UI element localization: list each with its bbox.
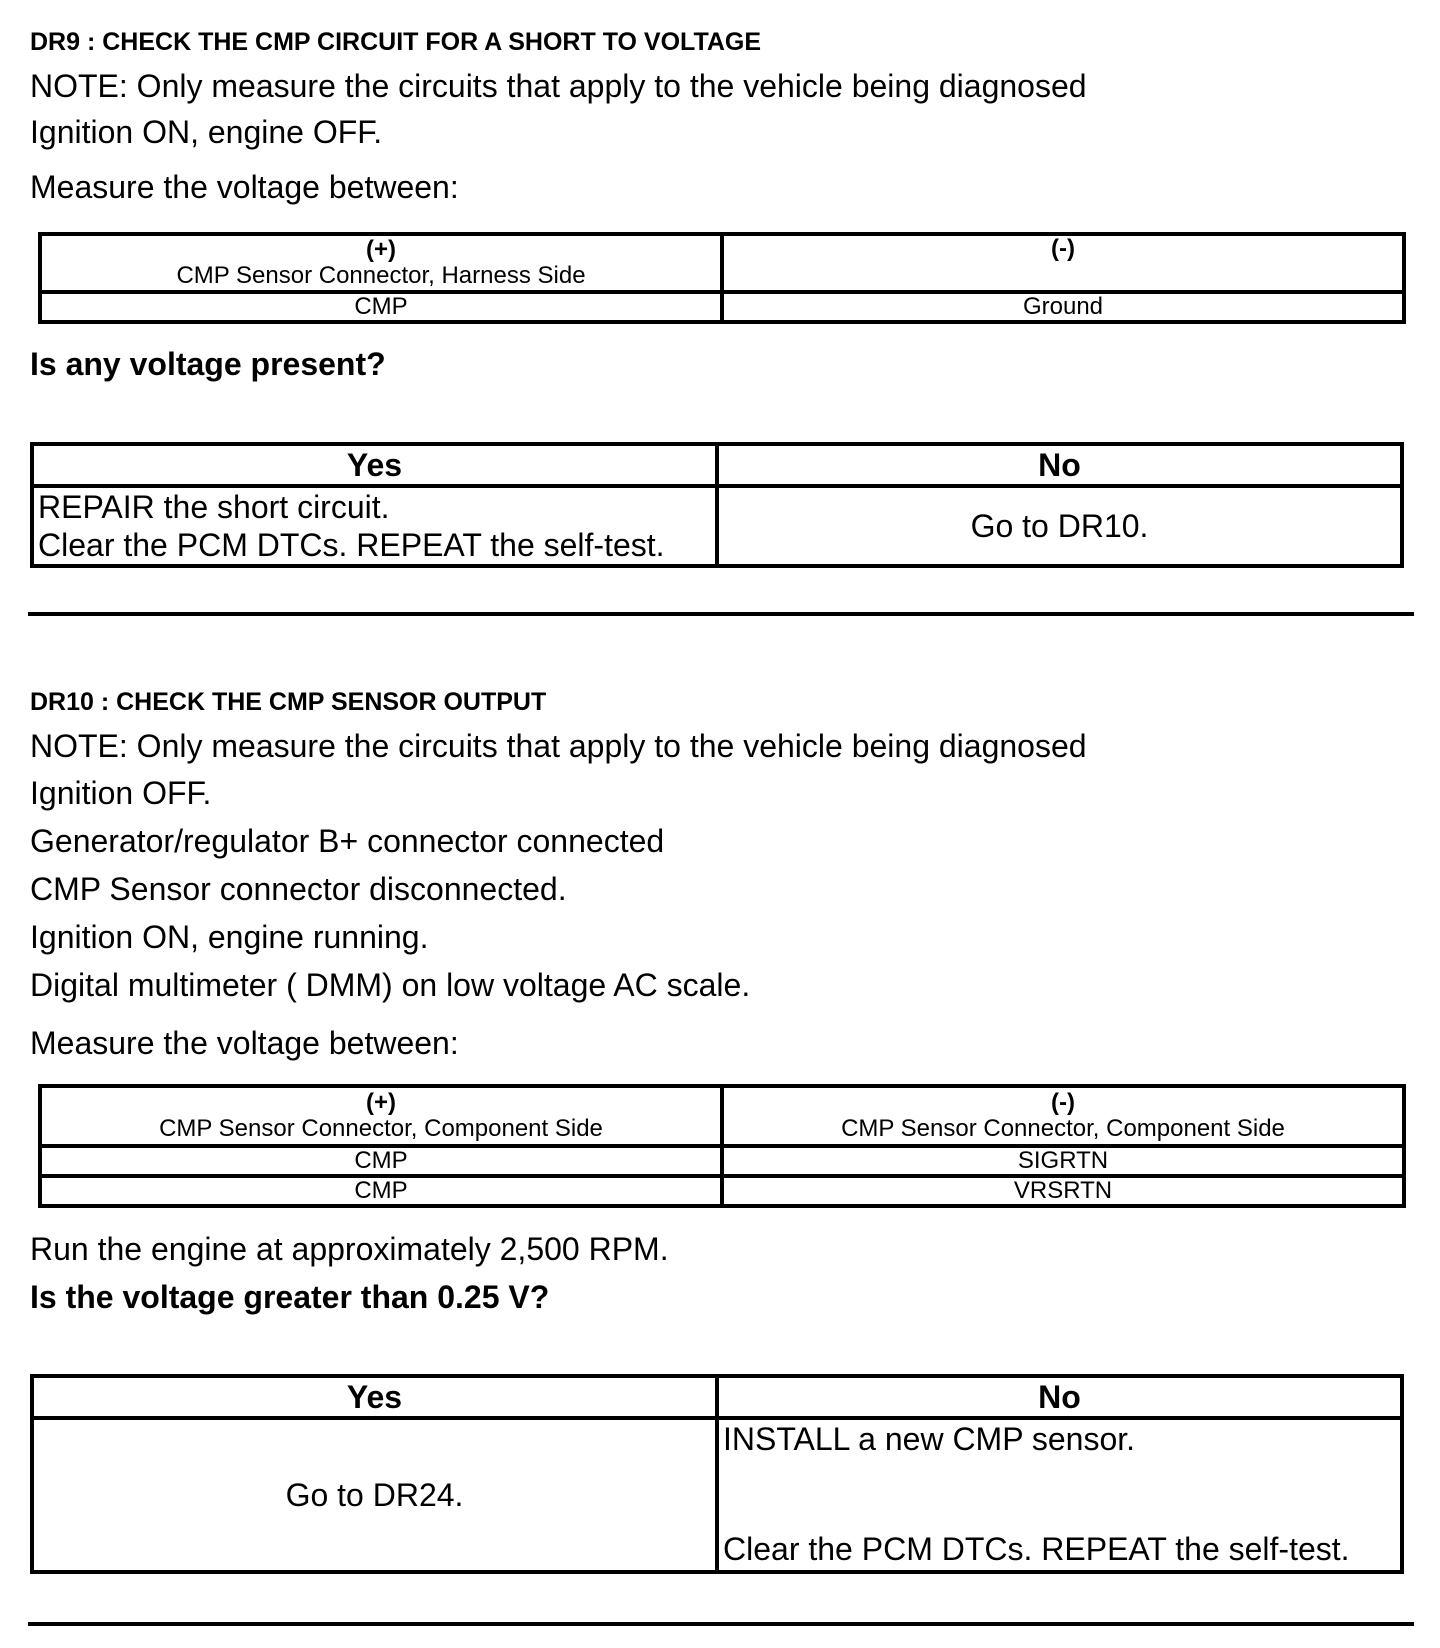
- dr10-no-header: No: [717, 1376, 1402, 1418]
- dr10-yes-header: Yes: [32, 1376, 717, 1418]
- dr9-note: NOTE: Only measure the circuits that apply to the vehicle being diagnosed: [30, 68, 1087, 104]
- dr10-after-measure: Run the engine at approximately 2,500 RPM.: [30, 1231, 669, 1267]
- dr10-step-3: CMP Sensor connector disconnected.: [30, 871, 567, 907]
- dr9-row-pos: CMP: [40, 292, 722, 322]
- dr10-row1-neg: SIGRTN: [722, 1146, 1404, 1176]
- dr10-step-4: Ignition ON, engine running.: [30, 919, 429, 955]
- dr10-row2-pos: CMP: [40, 1176, 722, 1206]
- dr9-measure-table: [38, 232, 1406, 324]
- dr10-note: NOTE: Only measure the circuits that apply to the vehicle being diagnosed: [30, 728, 1087, 764]
- dr10-row1-pos: CMP: [40, 1146, 722, 1176]
- dr9-pos-header-cell: [40, 234, 722, 292]
- dr10-pos-header-cell: [40, 1086, 722, 1146]
- dr10-result-table: [30, 1374, 1404, 1574]
- dr10-step-1: Ignition OFF.: [30, 775, 212, 811]
- bottom-divider: [28, 1622, 1414, 1626]
- dr9-result-table: [30, 442, 1404, 568]
- dr10-step-2: Generator/regulator B+ connector connected: [30, 823, 665, 859]
- dr9-row-neg: Ground: [722, 292, 1404, 322]
- dr10-pos-header: CMP Sensor Connector, Component Side: [159, 1115, 603, 1142]
- dr10-heading: DR10 : CHECK THE CMP SENSOR OUTPUT: [30, 688, 547, 716]
- dr10-neg-header-cell: [722, 1086, 1404, 1146]
- dr9-question: Is any voltage present?: [30, 346, 386, 382]
- dr10-measure-label: Measure the voltage between:: [30, 1025, 459, 1061]
- section-divider: [28, 612, 1414, 616]
- dr9-neg-header-cell: [722, 234, 1404, 292]
- dr9-neg-sign: (-): [1051, 235, 1075, 262]
- dr9-step: Ignition ON, engine OFF.: [30, 114, 383, 150]
- dr10-measure-table: [38, 1084, 1406, 1208]
- dr10-step-5: Digital multimeter ( DMM) on low voltage AC scale.: [30, 967, 751, 1003]
- dr10-neg-sign: (-): [1051, 1089, 1075, 1116]
- dr9-no-header: No: [717, 444, 1402, 486]
- dr10-question: Is the voltage greater than 0.25 V?: [30, 1279, 550, 1315]
- dr9-pos-sign: (+): [366, 236, 396, 263]
- dr10-yes-cell: Go to DR24.: [32, 1418, 717, 1572]
- dr9-yes-line-1: REPAIR the short circuit.: [38, 489, 390, 525]
- dr10-no-line-2: Clear the PCM DTCs. REPEAT the self-test.: [723, 1531, 1350, 1567]
- dr9-yes-header: Yes: [32, 444, 717, 486]
- dr10-no-line-1: INSTALL a new CMP sensor.: [723, 1421, 1136, 1457]
- dr9-yes-line-2: Clear the PCM DTCs. REPEAT the self-test.: [38, 527, 665, 563]
- dr9-pos-header: CMP Sensor Connector, Harness Side: [176, 262, 586, 289]
- dr9-heading: DR9 : CHECK THE CMP CIRCUIT FOR A SHORT TO VOLTAGE: [30, 28, 762, 56]
- dr10-row2-neg: VRSRTN: [722, 1176, 1404, 1206]
- dr10-neg-header: CMP Sensor Connector, Component Side: [841, 1115, 1285, 1142]
- dr9-yes-cell: [32, 486, 717, 566]
- dr10-no-cell: [717, 1418, 1402, 1572]
- dr9-no-cell: Go to DR10.: [717, 486, 1402, 566]
- dr9-measure-label: Measure the voltage between:: [30, 169, 459, 205]
- dr10-pos-sign: (+): [366, 1089, 396, 1116]
